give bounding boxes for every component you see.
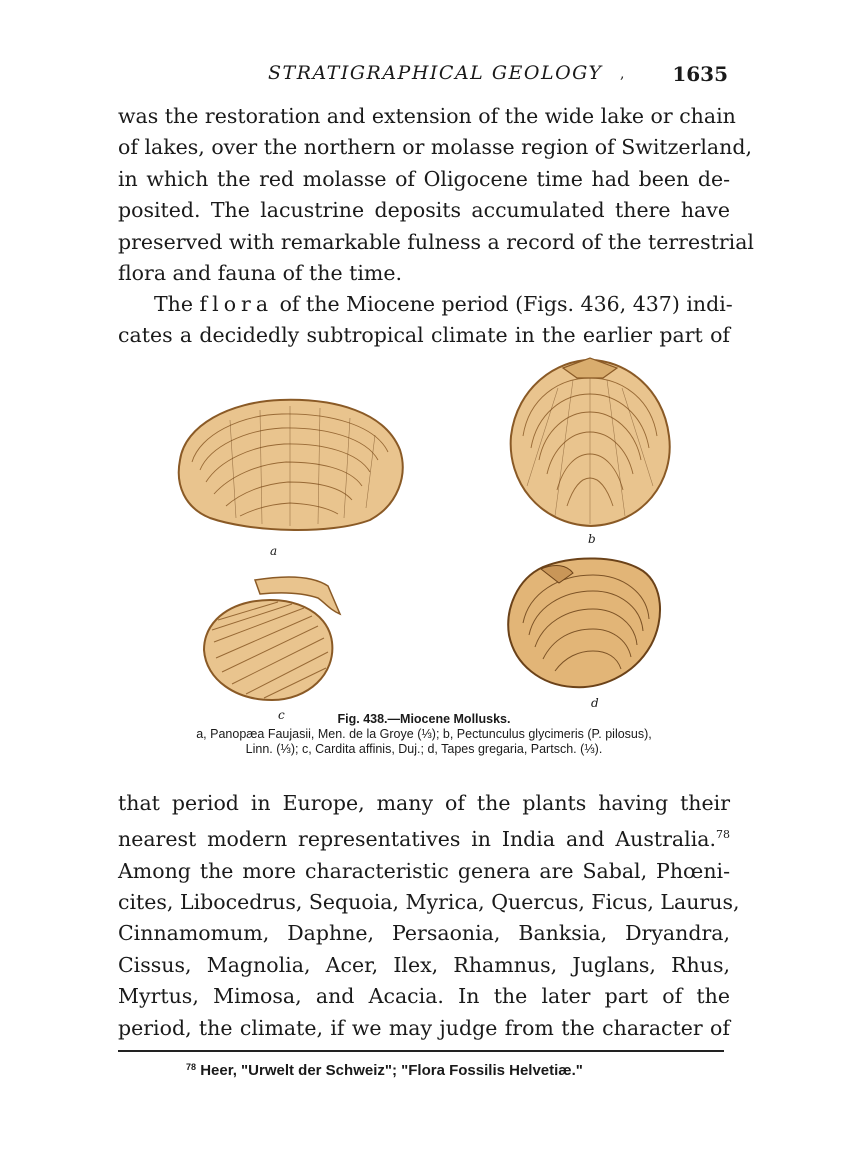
running-title: STRATIGRAPHICAL GEOLOGY bbox=[268, 62, 603, 84]
footnote-text: Heer, "Urwelt der Schweiz"; "Flora Fossilis Helvetiæ." bbox=[200, 1062, 583, 1079]
text-line: posited. The lacustrine deposits accumulated there have bbox=[118, 198, 730, 223]
caption-line: a, Panopæa Faujasii, Men. de la Groye (⅓); b, Pectunculus glycimeris (P. pilosus), bbox=[196, 727, 652, 741]
paragraph-2 bbox=[118, 289, 733, 352]
text-line-body: nearest modern representatives in India and Australia. bbox=[118, 827, 716, 852]
shell-label-d: d bbox=[591, 696, 599, 710]
footnote bbox=[186, 1062, 583, 1079]
footnote-divider bbox=[118, 1050, 724, 1052]
text-line-rest: of the Miocene period (Figs. 436, 437) indi- bbox=[279, 292, 733, 316]
text-line: Myrtus, Mimosa, and Acacia. In the later part of the bbox=[118, 984, 730, 1009]
caption-title: Fig. 438.—Miocene Mollusks. bbox=[337, 712, 511, 726]
caption-line: Linn. (⅓); c, Cardita affinis, Duj.; d, Tapes gregaria, Partsch. (⅓). bbox=[245, 742, 603, 756]
paragraph-lead: The bbox=[154, 292, 194, 316]
text-line: Cissus, Magnolia, Acer, Ilex, Rhamnus, Juglans, Rhus, bbox=[118, 952, 730, 977]
text-line: in which the red molasse of Oligocene time had been de- bbox=[118, 166, 730, 191]
figure-caption bbox=[118, 712, 730, 757]
spaced-word-flora: flora bbox=[199, 292, 274, 316]
shell-label-b: b bbox=[588, 532, 596, 546]
shell-label-a: a bbox=[270, 544, 278, 558]
text-line: of lakes, over the northern or molasse region of Switzerland, bbox=[118, 135, 752, 160]
running-head bbox=[118, 62, 728, 88]
text-line: flora and fauna of the time. bbox=[118, 261, 402, 286]
text-line: Cinnamomum, Daphne, Persaonia, Banksia, Dryandra, bbox=[118, 921, 730, 946]
page-number: 1635 bbox=[672, 62, 728, 86]
text-line bbox=[118, 289, 733, 320]
text-line: was the restoration and extension of the wide lake or chain bbox=[118, 104, 736, 128]
text-line: preserved with remarkable fulness a record of the terrestrial bbox=[118, 229, 754, 254]
text-line: cates a decidedly subtropical climate in the earlier part of bbox=[118, 323, 730, 348]
footnote-number: 78 bbox=[186, 1062, 197, 1072]
shell-label-c: c bbox=[278, 708, 285, 722]
footnote-reference: 78 bbox=[716, 828, 730, 842]
text-line: that period in Europe, many of the plants having their bbox=[118, 791, 730, 815]
text-line: cites, Libocedrus, Sequoia, Myrica, Quercus, Ficus, Laurus, bbox=[118, 890, 740, 915]
text-line: period, the climate, if we may judge from the character of bbox=[118, 1015, 730, 1040]
shell-c-illustration bbox=[200, 572, 350, 707]
text-line: Among the more characteristic genera are Sabal, Phœni- bbox=[118, 858, 730, 883]
text-line bbox=[118, 819, 730, 855]
shell-b-illustration bbox=[503, 356, 678, 531]
running-head-mark: , bbox=[620, 66, 625, 82]
figure-miocene-mollusks bbox=[118, 350, 730, 730]
paragraph-1 bbox=[118, 101, 754, 289]
shell-d-illustration bbox=[503, 553, 668, 693]
paragraph-3 bbox=[118, 788, 740, 1044]
shell-a-illustration bbox=[170, 390, 410, 540]
